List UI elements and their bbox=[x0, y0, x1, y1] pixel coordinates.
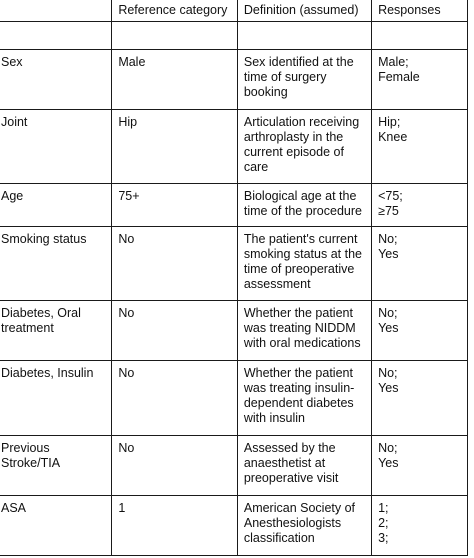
cell-reference: Male bbox=[112, 50, 238, 110]
response-option: Yes bbox=[378, 321, 399, 335]
cell-variable: Smoking status bbox=[0, 227, 112, 301]
response-option: Yes bbox=[378, 456, 399, 470]
cell-reference: No bbox=[112, 436, 238, 496]
cell-variable: Joint bbox=[0, 110, 112, 184]
response-option: 1; bbox=[378, 501, 389, 515]
cell-responses bbox=[372, 227, 468, 301]
response-option: 3; bbox=[378, 531, 389, 545]
cell-definition: Whether the patient was treating insulin-dependent diabetes with insulin bbox=[237, 361, 371, 436]
header-definition: Definition (assumed) bbox=[237, 0, 371, 22]
cell-reference bbox=[112, 22, 238, 50]
response-option: No; bbox=[378, 366, 398, 380]
header-responses: Responses bbox=[372, 0, 468, 22]
header-variable bbox=[0, 0, 112, 22]
table-row bbox=[0, 184, 468, 227]
cell-definition: The patient's current smoking status at the time of preoperative assessment bbox=[237, 227, 371, 301]
table-row bbox=[0, 110, 468, 184]
cell-reference: No bbox=[112, 227, 238, 301]
cell-responses bbox=[372, 110, 468, 184]
cell-variable bbox=[0, 22, 112, 50]
response-option: No; bbox=[378, 306, 398, 320]
response-option: No; bbox=[378, 441, 398, 455]
response-option: Knee bbox=[378, 130, 408, 144]
cell-reference: Hip bbox=[112, 110, 238, 184]
response-option: Male; bbox=[378, 55, 409, 69]
response-option: ≥75 bbox=[378, 204, 399, 218]
cell-reference: 75+ bbox=[112, 184, 238, 227]
cell-definition: Assessed by the anaesthetist at preoperative visit bbox=[237, 436, 371, 496]
cell-responses bbox=[372, 496, 468, 556]
cell-reference: No bbox=[112, 301, 238, 361]
cell-variable: Diabetes, Oral treatment bbox=[0, 301, 112, 361]
cell-responses bbox=[372, 301, 468, 361]
cell-responses bbox=[372, 184, 468, 227]
cell-variable: ASA bbox=[0, 496, 112, 556]
cell-responses bbox=[372, 22, 468, 50]
cell-reference: 1 bbox=[112, 496, 238, 556]
table-row bbox=[0, 361, 468, 436]
cell-definition: Articulation receiving arthroplasty in the current episode of care bbox=[237, 110, 371, 184]
response-option: Hip; bbox=[378, 115, 401, 129]
cell-responses bbox=[372, 50, 468, 110]
table-row bbox=[0, 436, 468, 496]
cell-variable: Previous Stroke/TIA bbox=[0, 436, 112, 496]
cell-responses bbox=[372, 361, 468, 436]
cell-definition: Biological age at the time of the procedure bbox=[237, 184, 371, 227]
cell-responses bbox=[372, 436, 468, 496]
cell-definition: American Society of Anesthesiologists classification bbox=[237, 496, 371, 556]
cell-definition bbox=[237, 22, 371, 50]
cell-variable: Age bbox=[0, 184, 112, 227]
cell-definition: Whether the patient was treating NIDDM with oral medications bbox=[237, 301, 371, 361]
response-option: Female bbox=[378, 70, 420, 84]
header-reference-category: Reference category bbox=[112, 0, 238, 22]
response-option: No; bbox=[378, 232, 398, 246]
table-row bbox=[0, 50, 468, 110]
response-option: Yes bbox=[378, 381, 399, 395]
cell-reference: No bbox=[112, 361, 238, 436]
response-option: <75; bbox=[378, 189, 403, 203]
table-row bbox=[0, 22, 468, 50]
cell-definition: Sex identified at the time of surgery booking bbox=[237, 50, 371, 110]
cell-variable: Diabetes, Insulin bbox=[0, 361, 112, 436]
cell-variable: Sex bbox=[0, 50, 112, 110]
table-row bbox=[0, 227, 468, 301]
table-row bbox=[0, 301, 468, 361]
table-header-row bbox=[0, 0, 468, 22]
response-option: Yes bbox=[378, 247, 399, 261]
response-option: 2; bbox=[378, 516, 389, 530]
table-row bbox=[0, 496, 468, 556]
